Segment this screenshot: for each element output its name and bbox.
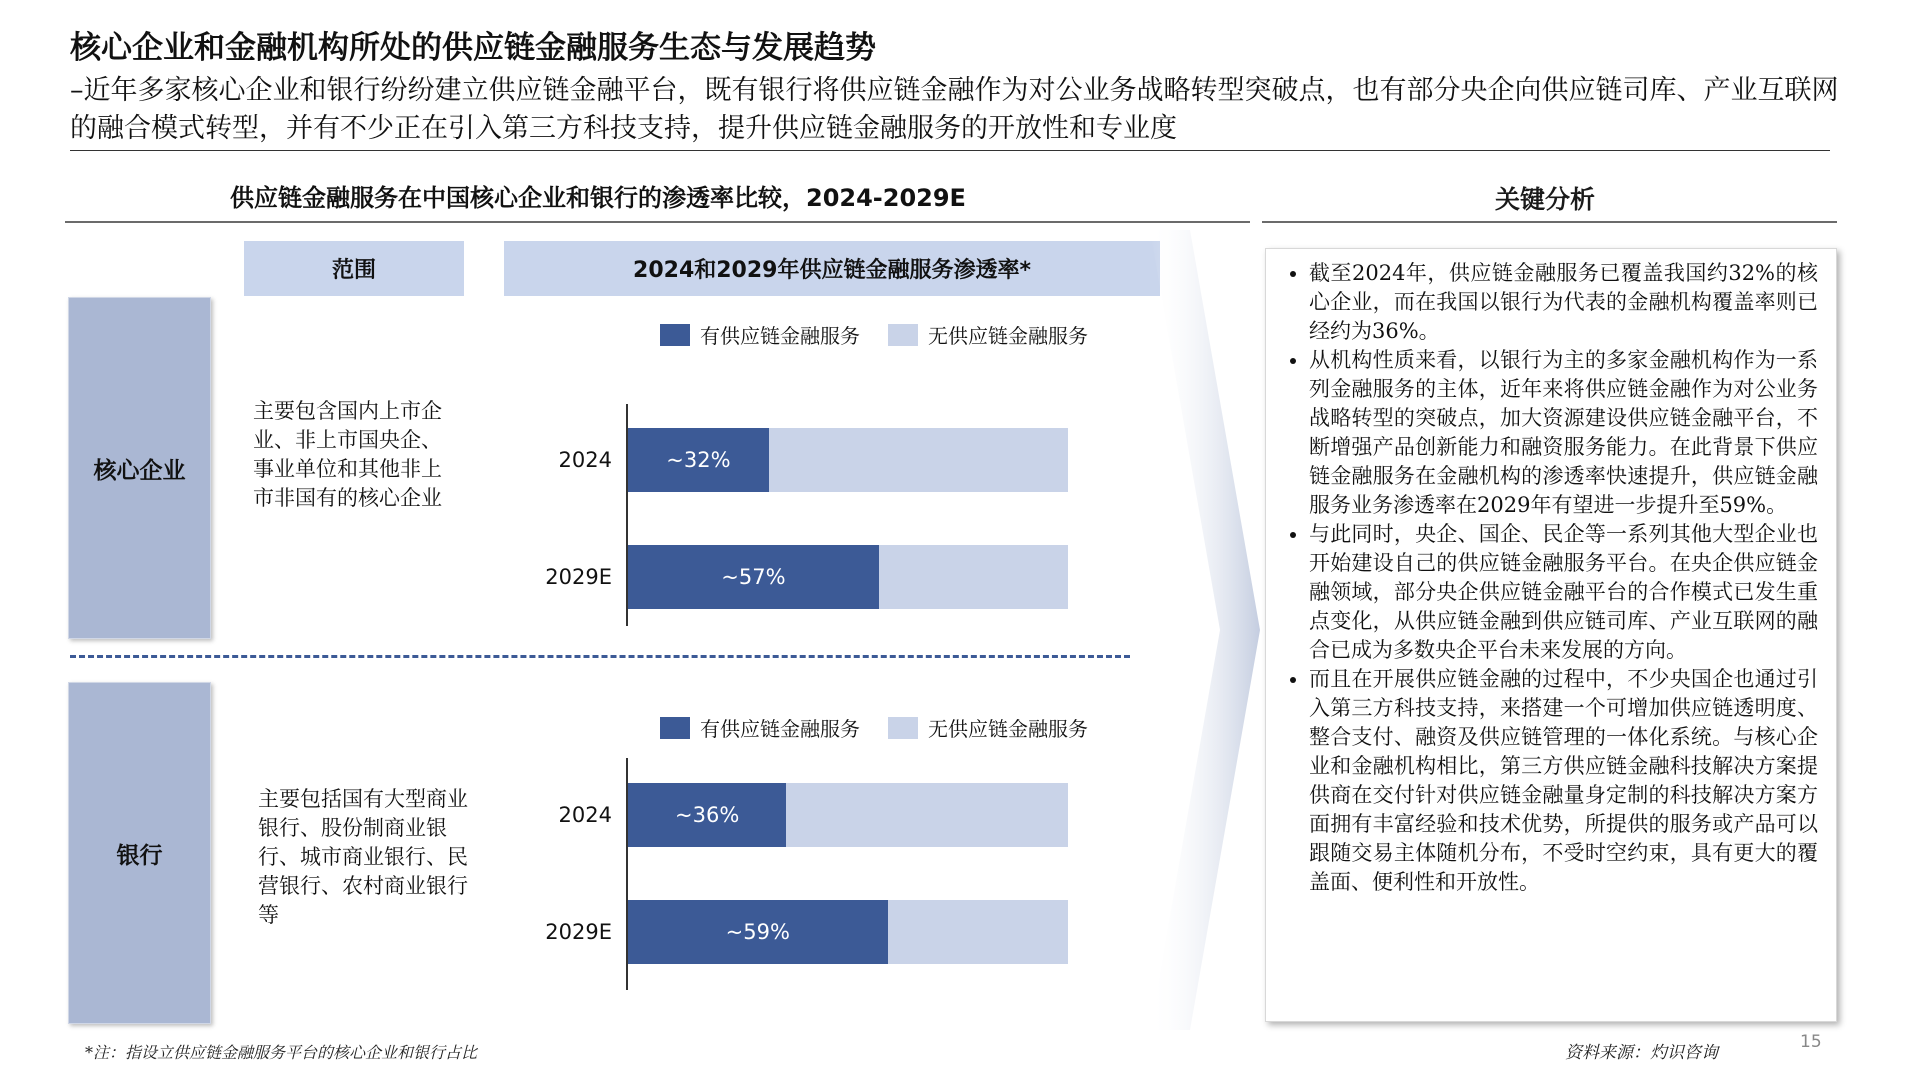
bar-segment-with-service — [628, 900, 888, 964]
legend-label-without: 无供应链金融服务 — [928, 324, 1088, 348]
group-label-bank: 银行 — [68, 682, 211, 1024]
bar-track — [628, 900, 1068, 964]
analysis-panel — [1265, 248, 1837, 1022]
data-label: ~32% — [666, 448, 731, 472]
page-subtitle: –近年多家核心企业和银行纷纷建立供应链金融平台，既有银行将供应链金融作为对公业务战略转型突破点，也有部分央企向供应链司库、产业互联网的融合模式转型，并有不少正在引入第三方科技支持，提升供应链金融服务的开放性和专业度 — [70, 75, 1839, 144]
legend-swatch-with — [660, 717, 690, 739]
category-label: 2024 — [558, 448, 612, 472]
column-header-scope: 范围 — [244, 241, 464, 296]
bar-segment-with-service — [628, 545, 879, 609]
bar-segment-with-service — [628, 428, 769, 492]
bar-track — [628, 428, 1068, 492]
analysis-bullet: • 而且在开展供应链金融的过程中，不少央国企也通过引入第三方科技支持，来搭建一个可增加供应链透明度、整合支付、融资及供应链管理的一体化系统。与核心企业和金融机构相比，第三方供应链金融科技解决方案提供商在交付针对供应链金融量身定制的科技解决方案方面拥有丰富经验和技术优势，所提供的服务或产品可以跟随交易主体随机分布，不受时空约束，具有更大的覆盖面、便利性和开放性。 — [1309, 665, 1818, 897]
legend-swatch-without — [888, 324, 918, 346]
analysis-bullet: • 截至2024年，供应链金融服务已覆盖我国约32%的核心企业，而在我国以银行为代表的金融机构覆盖率则已经约为36%。 — [1309, 259, 1818, 346]
group-label-core-enterprise: 核心企业 — [68, 297, 211, 639]
legend-swatch-with — [660, 324, 690, 346]
legend-swatch-without — [888, 717, 918, 739]
category-label: 2029E — [545, 920, 612, 944]
chevron-arrow-icon — [1150, 230, 1260, 1030]
section-divider — [70, 655, 1130, 658]
analysis-title: 关键分析 — [1495, 185, 1596, 214]
bar-track — [628, 783, 1068, 847]
analysis-bullets — [1266, 249, 1836, 897]
bar-track — [628, 545, 1068, 609]
analysis-bullet: • 与此同时，央企、国企、民企等一系列其他大型企业也开始建设自己的供应链金融服务平台。在央企供应链金融领域，部分央企供应链金融平台的合作模式已发生重点变化，从供应链金融到供应链司库、产业互联网的融合已成为多数央企平台未来发展的方向。 — [1309, 520, 1818, 665]
analysis-title-divider — [1262, 221, 1837, 223]
page-number: 15 — [1800, 1032, 1822, 1052]
group-description-bank: 主要包括国有大型商业银行、股份制商业银行、城市商业银行、民营银行、农村商业银行等 — [258, 787, 468, 927]
chart-section-title: 供应链金融服务在中国核心企业和银行的渗透率比较，2024-2029E — [230, 184, 966, 212]
footnote: *注：指设立供应链金融服务平台的核心企业和银行占比 — [85, 1043, 478, 1062]
legend-label-with: 有供应链金融服务 — [700, 324, 860, 348]
legend-label-without: 无供应链金融服务 — [928, 717, 1088, 741]
data-label: ~36% — [675, 803, 740, 827]
category-label: 2024 — [558, 803, 612, 827]
header-divider — [70, 150, 1830, 151]
page-title: 核心企业和金融机构所处的供应链金融服务生态与发展趋势 — [70, 30, 876, 66]
data-label: ~59% — [725, 920, 790, 944]
chart-legend — [660, 713, 1088, 742]
analysis-bullet: • 从机构性质来看，以银行为主的多家金融机构作为一系列金融服务的主体，近年来将供应链金融作为对公业务战略转型的突破点，加大资源建设供应链金融平台，不断增强产品创新能力和融资服务能力。在此背景下供应链金融服务在金融机构的渗透率快速提升，供应链金融服务业务渗透率在2029年有望进一步提升至59%。 — [1309, 346, 1818, 520]
chart-legend — [660, 320, 1088, 349]
group-description-core-enterprise: 主要包含国内上市企业、非上市国央企、事业单位和其他非上市非国有的核心企业 — [253, 399, 442, 510]
category-label: 2029E — [545, 565, 612, 589]
data-label: ~57% — [721, 565, 786, 589]
column-header-penetration-rate: 2024和2029年供应链金融服务渗透率* — [504, 241, 1160, 296]
legend-label-with: 有供应链金融服务 — [700, 717, 860, 741]
bar-segment-with-service — [628, 783, 786, 847]
chart-title-divider — [65, 221, 1250, 223]
source-note: 资料来源：灼识咨询 — [1565, 1043, 1718, 1063]
